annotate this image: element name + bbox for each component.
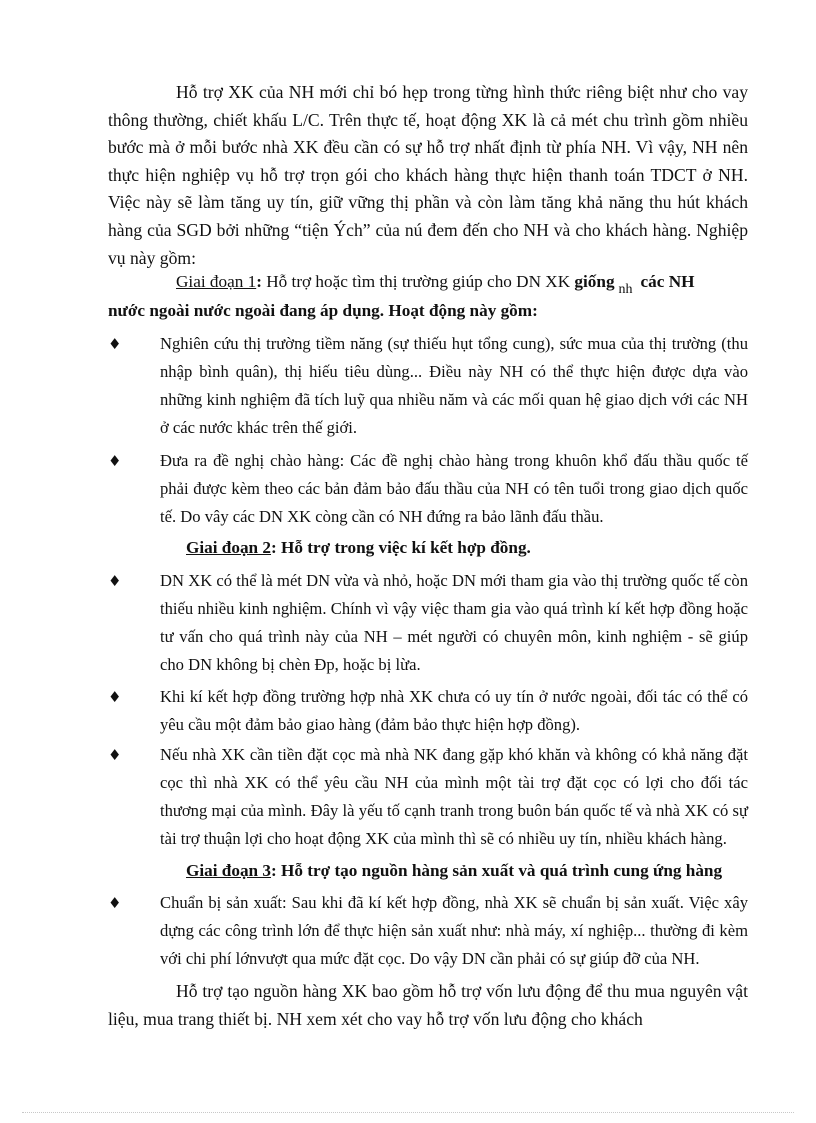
stage1-bold2: các NH — [640, 272, 695, 291]
stage1-subscript: nh — [618, 282, 633, 297]
stage2-bullet-1 — [108, 567, 748, 679]
stage3-label: Giai đoạn 3 — [186, 861, 272, 880]
stage1-bullet-2 — [108, 447, 748, 531]
diamond-bullet-icon: ♦ — [108, 688, 122, 706]
stage1-bullet-1-text: Nghiên cứu thị trường tiềm năng (sự thiếu hụt tổng cung), sức mua của thị trường (thu nhập bình quân), thị hiếu tiêu dùng... Điều này NH có thể thực hiện được dựa vào những kinh nghiệm đã tích luỹ qua nhiều năm và các mối quan hệ giao dịch với các NH ở các nước khác trên thế giới. — [160, 334, 748, 437]
stage1-bold1: giống — [574, 272, 615, 291]
stage2-bullet-2 — [108, 683, 748, 739]
stage2-text: : Hỗ trợ trong việc kí kết hợp đồng. — [271, 538, 531, 557]
diamond-bullet-icon: ♦ — [108, 572, 122, 590]
stage2-bullet-3-text: Nếu nhà XK cần tiền đặt cọc mà nhà NK đang gặp khó khăn và không có khả năng đặt cọc thì nhà XK có thể yêu cầu NH của mình một tài trợ đặt cọc có lợi cho đối tác thương mại của mình. Đây là yếu tố cạnh tranh trong buôn bán quốc tế và nhà XK có sự tài trợ thuận lợi cho hoạt động XK của mình thì sẽ có nhiều uy tín, nhiều khách hàng. — [160, 745, 748, 848]
page-bottom-rule — [22, 1112, 794, 1113]
stage1-colon: : — [256, 272, 262, 291]
stage3-text: : Hỗ trợ tạo nguồn hàng sản xuất và quá trình cung ứng hàng — [271, 861, 723, 880]
diamond-bullet-icon: ♦ — [108, 894, 122, 912]
stage1-text: Hỗ trợ hoặc tìm thị trường giúp cho DN XK — [261, 272, 575, 291]
diamond-bullet-icon: ♦ — [108, 335, 122, 353]
stage1-line2: nước ngoài nước ngoài đang áp dụng. Hoạt động này gồm: — [108, 301, 538, 320]
stage2-label: Giai đoạn 2 — [186, 538, 272, 557]
stage2-bullet-3 — [108, 741, 748, 853]
stage1-label: Giai đoạn 1 — [176, 272, 257, 291]
intro-paragraph: Hỗ trợ XK của NH mới chỉ bó hẹp trong từng hình thức riêng biệt như cho vay thông thường, chiết khấu L/C. Trên thực tế, hoạt động XK là cả mét chu trình gồm nhiều bước mà ở mỗi bước nhà XK đều cần có sự hỗ trợ nhất định từ phía NH. Vì vậy, NH nên thực hiện nghiệp vụ hỗ trợ trọn gói cho khách hàng thực hiện thanh toán TDCT ở NH. Việc này sẽ làm tăng uy tín, giữ vững thị phần và còn làm tăng khả năng thu hút khách hàng của SGD bởi những “tiện Ých” của nú đem đến cho NH và cho khách hàng. Nghiệp vụ này gồm: — [108, 82, 748, 268]
stage1-bullet-2-text: Đưa ra đề nghị chào hàng: Các đề nghị chào hàng trong khuôn khổ đấu thầu quốc tế phải được kèm theo các bản đảm bảo đấu thầu của NH có tên tuổi trong giao dịch quốc tế. Do vây các DN XK còng cần có NH đứng ra bảo lãnh đấu thầu. — [160, 451, 748, 526]
stage2-bullet-1-text: DN XK có thể là mét DN vừa và nhỏ, hoặc DN mới tham gia vào thị trường quốc tế còn thiếu nhiều kinh nghiệm. Chính vì vậy việc tham gia vào quá trình kí kết hợp đồng hoặc tư vấn cho quá trình này của NH – mét người có chuyên môn, kinh nghiệm - sẽ giúp cho DN không bị chèn Ðp, hoặc bị lừa. — [160, 571, 748, 674]
closing-paragraph: Hỗ trợ tạo nguồn hàng XK bao gồm hỗ trợ vốn lưu động để thu mua nguyên vật liệu, mua trang thiết bị. NH xem xét cho vay hỗ trợ vốn lưu động cho khách — [108, 981, 748, 1029]
stage2-heading — [186, 534, 531, 561]
stage2-bullet-2-text: Khi kí kết hợp đồng trường hợp nhà XK chưa có uy tín ở nước ngoài, đối tác có thể có yêu cầu một đảm bảo giao hàng (đảm bảo thực hiện hợp đồng). — [160, 687, 748, 734]
stage3-heading — [186, 857, 722, 884]
stage3-bullet-1-text: Chuẩn bị sản xuất: Sau khi đã kí kết hợp đồng, nhà XK sẽ chuẩn bị sản xuất. Việc xây dựng các công trình lớn để thực hiện sản xuất như: nhà máy, xí nghiệp... thường đi kèm với chi phí lớnvượt qua mức đặt cọc. Do vậy DN cần phải có sự giúp đỡ của NH. — [160, 893, 748, 968]
diamond-bullet-icon: ♦ — [108, 746, 122, 764]
stage1-bullet-1 — [108, 330, 748, 442]
stage1-line1 — [176, 268, 694, 297]
diamond-bullet-icon: ♦ — [108, 452, 122, 470]
stage3-bullet-1 — [108, 889, 748, 973]
